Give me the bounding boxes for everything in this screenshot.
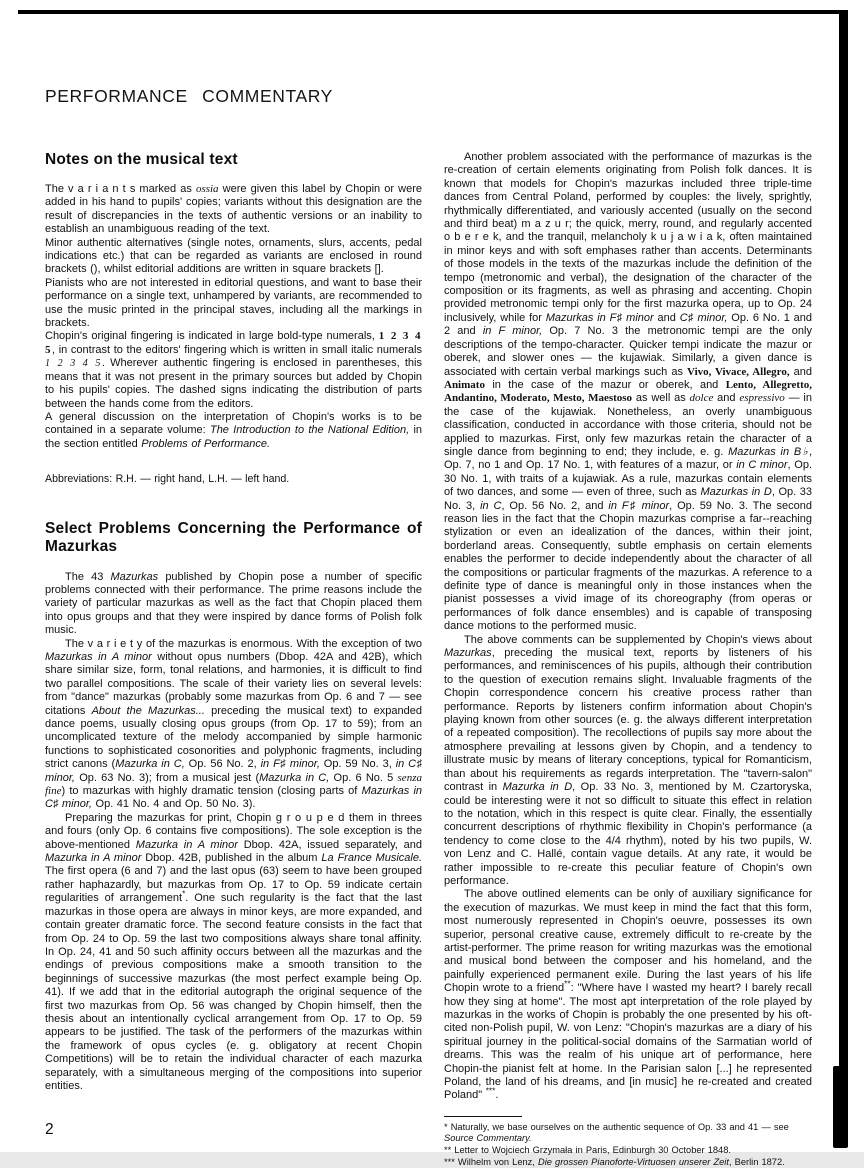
footnote-2: ** Letter to Wojciech Grzymała in Paris, Edinburgh 30 October 1848.	[444, 1145, 731, 1156]
two-column-layout	[45, 151, 864, 1168]
mazurkas-paragraph-2: The v a r i e t y of the mazurkas is enormous. With the exception of two Mazurkas in A minor without opus numbers (Dbop. 42A and 42B), which share similar size, form, tonal relations, and harmonies, it is difficult to find two parallel compositions. The scale of their variety lies on several levels: from "dance" mazurkas (probably some mazurkas from Op. 6 and 7 — see citations About the Mazurkas... preceding the musical text) to expanded dance poems, usually closing opus groups (from Op. 17 to 59); from an uncomplicated texture of the melody accompanied by simple harmonic functions to sophisticated cosonorities and polyphonic fragments, including strict canons (Mazurka in C, Op. 56 No. 2, in F♯ minor, Op. 59 No. 3, in C♯ minor, Op. 63 No. 3); from a musical jest (Mazurka in C, Op. 6 No. 5 senza fine) to mazurkas with highly dramatic tension (closing parts of Mazurkas in C♯ minor, Op. 41 No. 4 and Op. 50 No. 3).	[45, 637, 423, 811]
scan-border-bottom-right	[833, 1066, 848, 1148]
page-number: 2	[45, 1121, 54, 1139]
footnote-1: * Naturally, we base ourselves on the authentic sequence of Op. 33 and 41 — see Source Commentary.	[444, 1121, 789, 1144]
right-paragraph-1: Another problem associated with the performance of mazurkas is the re-creation of certain elements originating from Polish folk dances. It is known that models for Chopin's mazurkas included three triple-time dances from Central Poland, performed by couples: the lively, sprightly, rhythmically differentiated, and variously accented (usually on the second and third beat) m a z u r; the quick, merry, round, and regularly accented o b e r e k, and the tranquil, melancholy k u j a w i a k, often maintained in minor keys and with soft emphases rather than accents. Determinants of those models in the texts of the mazurkas include the definition of the tempo (metronomic and verbal), the designation of the character of the composition or its fragments, as well as phrasing and accenting. Chopin provided metronomic tempi only for the first mazurka opera, up to Op. 24 inclusively, while for Mazurkas in F♯ minor and C♯ minor, Op. 6 No. 1 and 2 and in F minor, Op. 7 No. 3 the metronomic tempi are the only descriptions of the tempo-character. Quicker tempi indicate the mazur or oberek, and slower ones — the kujawiak. Similarly, a given dance is associated with certain verbal markings such as Vivo, Vivace, Allegro, and Animato in the case of the mazur or oberek, and Lento, Allegretto, Andantino, Moderato, Mesto, Maestoso as well as dolce and espressivo — in the case of the kujawiak. Nonetheless, an overly unambiguous classification, conducted in accordance with those criteria, should not be applied to mazurkas. First, only few mazurkas retain the character of a single dance from beginning to end; they include, e. g. Mazurkas in B♭, Op. 7, no 1 and Op. 17 No. 1, with features of a mazur, or in C minor, Op. 30 No. 1, with traits of a kujawiak. As a rule, mazurkas contain elements of two dances, and some — even of three, such as Mazurkas in D, Op. 33 No. 3, in C, Op. 56 No. 2, and in F♯ minor, Op. 59 No. 3. The second reason lies in the fact that the Chopin mazurkas comprise a far--reaching stylization or even an idealization of the dances, within their joint, borderland areas. Consequently, subtle emphasis on certain elements enables the performer to decide independently about the character of all the compositions or particular fragments of the mazurkas. A reference to a definite type of dance is meaningful only in those instances when the pianist possesses a vivid image of its choreography (from operas or performances of folk dance ensembles) and is capable of transposing dance motions to the performed music.	[444, 151, 813, 633]
footnote-3: *** Wilhelm von Lenz, Die grossen Pianoforte-Virtuosen unserer Zeit, Berlin 1872.	[444, 1156, 785, 1167]
right-paragraph-2: The above comments can be supplemented by Chopin's views about Mazurkas, preceding the musical text, reports by listeners of his performances, and reminiscences of his pupils, although their contribution to the question of execution remains slight. Invaluable fragments of the Chopin correspondence concern his creative process rather than performance. Reports by listeners confirm information about Chopin's playing known from other sources (e. g. the always different interpretation of a repeated composition). The recollections of pupils say more about the atmosphere prevailing at lessons given by Chopin, and a tendency to illustrate music by means of literary conceptions, typical for Romanticism, than about his requirements as regards interpretation. The "tavern-salon" contrast in Mazurka in D, Op. 33 No. 3, mentioned by M. Czartoryska, could be interesting were it not so difficult to situate this effect in relation to the notation, which in this respect is quite clear. Finally, the essentially concurrent descriptions of rhythmic flexibility in Chopin's performance (a tendency to come close to the 4/4 rhythm), noted by his two pupils, W. von Lenz and C. Hallé, contain vague details. At any rate, it would be rather impossible to re-create this peculiar feature of Chopin's own performance.	[444, 633, 812, 887]
notes-paragraph-3: Pianists who are not interested in editorial questions, and want to base their performance on a single text, unhampered by variants, are recommended to use the music printed in the principal staves, including all the markings in brackets.	[45, 276, 422, 330]
section-heading-mazurkas: Select Problems Concerning the Performance of Mazurkas	[45, 519, 422, 555]
section-heading-notes: Notes on the musical text	[45, 151, 238, 168]
page-title: PERFORMANCE COMMENTARY	[45, 86, 333, 106]
scan-border-top	[18, 10, 842, 14]
notes-paragraph-2: Minor authentic alternatives (single notes, ornaments, slurs, accents, pedal indications etc.) that can be regarded as variants are enclosed in round brackets (), whilst editorial additions are written in square brackets [].	[45, 236, 422, 276]
right-paragraph-3: The above outlined elements can be only of auxiliary significance for the execution of mazurkas. We must keep in mind the fact that this form, most numerously represented in Chopin's oeuvre, possesses its own superior, personal creative cause, extremely difficult to re-create by the artist-performer. The prime reason for writing mazurkas was the emotional and musical bond between the composer and his homeland, and the painfully experienced permanent exile. During the last years of his life Chopin wrote to a friend**: "Where have I wasted my heart? I barely recall how they sing at home". The most apt interpretation of the role played by mazurkas in the works of Chopin is probably the one presented by his oft-cited non-Polish pupil, W. von Lenz: "Chopin's mazurkas are a diary of his spiritual journey in the political-social domains of the Sarmatian world of dreams. This was the realm of his unique art of performance, here Chopin-the pianist felt at home. In the Parisian salon [...] he represented Poland, the land of his dreams, and [in music] he re-created and created Poland" ***.	[444, 888, 812, 1102]
notes-paragraph-4: Chopin's original fingering is indicated in large bold-type numerals, 1 2 3 4 5, in contrast to the editors' fingering which is written in small italic numerals 1 2 3 4 5. Wherever authentic fingering is enclosed in parentheses, this means that it was not present in the primary sources but added by Chopin to his pupils' copies. The dashed signs indicating the distribution of parts between the hands come from the editors.	[45, 330, 423, 410]
footnote-separator	[444, 1116, 522, 1117]
abbreviations-line: Abbreviations: R.H. — right hand, L.H. — left hand.	[45, 473, 290, 486]
mazurkas-paragraph-1: The 43 Mazurkas published by Chopin pose a number of specific problems connected with their performance. The prime reasons include the variety of particular mazurkas as well as the fact that Chopin placed them into opus groups and that they were inspired by dance forms of Polish folk music.	[45, 570, 422, 637]
notes-paragraph-5: A general discussion on the interpretation of Chopin's works is to be contained in a separate volume: The Introduction to the National Edition, in the section entitled Problems of Performance.	[45, 410, 422, 450]
scan-border-right	[839, 10, 848, 1145]
right-column	[444, 151, 812, 1168]
notes-paragraph-1: The v a r i a n t s marked as ossia were given this label by Chopin or were added in his hand to pupils' copies; variants without this designation are the result of discrepancies in the texts of authentic versions or an inability to establish an unambiguous reading of the text.	[45, 183, 423, 236]
footnotes-block	[444, 1122, 812, 1168]
mazurkas-paragraph-3: Preparing the mazurkas for print, Chopin g r o u p e d them in threes and fours (only Op. 6 contains five compositions). The sole exception is the above-mentioned Mazurka in A minor Dbop. 42A, issued separately, and Mazurka in A minor Dbop. 42B, published in the album La France Musicale. The first opera (6 and 7) and the last opus (63) seem to have been grouped rather haphazardly, but mazurkas from Op. 17 to Op. 59 indicate certain regularities of arrangement*. One such regularity is the fact that the last mazurkas in those opera are always in minor keys, are more expanded, and contain greater dramatic force. The second feature consists in the fact that from Op. 24 to Op. 59 the last two compositions always share tonal affinity. In Op. 24, 41 and 50 such affinity occurs between all the mazurkas and the endings of previous compositions make a smooth transition to the beginnings of successive mazurkas (the most perfect example being Op. 41). If we add that in the editorial autograph the original sequence of the first two mazurkas from Op. 56 was changed by Chopin himself, then the thesis about an intentionally cyclical arrangement from Op. 17 to Op. 59 appears to be justified. The task of the performers of the mazurkas within the framework of opus cycles (e. g. obligatory at recent Chopin Competitions) will be to retain the individual character of each mazurka separately, with a simultaneous merging of the compositions into superior entities.	[45, 811, 423, 1092]
left-column	[45, 151, 422, 1168]
